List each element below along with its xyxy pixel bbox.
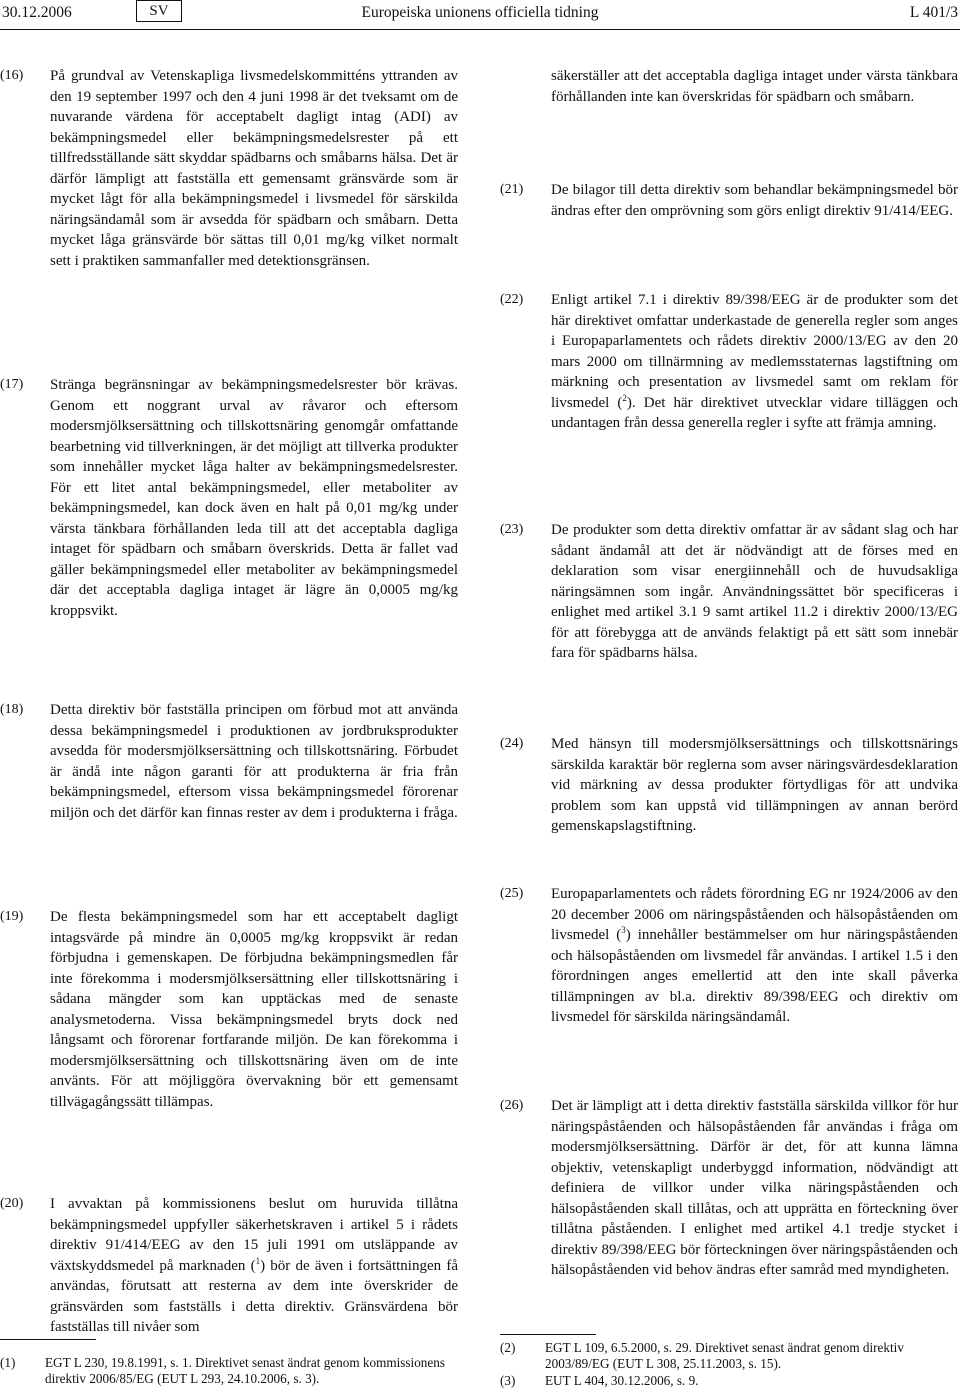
recital-text: Det är lämpligt att i detta direktiv fastställa särskilda villkor för hur näringspåståenden och hälsopåståenden får användas i fråga om modersmjölksersättning. Därför är det, för att kunna lämna objektiv, vetenskapligt underbyggd information, nödvändigt att definiera de villkor under vilka näringspåståenden och hälsopåståenden skall tillåtas, och att upprätta en förteckning över tillåtna påståenden. I enlighet med artikel 4.1 tredje stycket i direktiv 89/398/EEG bör förteckningen över näringspåståenden och hälsopåståenden vid behov ändras efter samråd med myndigheten.: [551, 1098, 958, 1278]
footnote-number: (2): [500, 1340, 516, 1355]
recital-number: (20): [0, 1196, 24, 1211]
recital-number: (19): [0, 909, 24, 924]
footnote-rule: [500, 1334, 596, 1335]
recital-text: På grundval av Vetenskapliga livsmedelskommitténs yttranden av den 19 september 1997 och den 4 juni 1998 är det tveksamt om de nuvarande värdena för acceptabelt dagligt intag (ADI) av bekämpningsmedel eller bekämpningsmedelsrester på ett tillfredsställande sätt skyddar spädbarns och småbarns hälsa. Det är därför lämpligt att fastställa ett gemensamt gränsvärde som är mycket lågt för alla bekämpningsmedel i livsmedel för särskilda näringsändamål som är avsedda för spädbarn och småbarn. Detta mycket låga gränsvärde bör sättas till 0,01 mg/kg vilket normalt sett i praktiken sammanfaller med detektionsgränsen.: [50, 68, 458, 269]
footnote-number: (3): [500, 1373, 516, 1388]
header-rule: [0, 29, 960, 30]
recital-text-part: ) bör de även i fortsättningen få användas, förutsatt att resterna av dem inte överskrider de gränsvärden som fastställs i detta direktiv. Gränsvärdena bör fastställas till nivåer som: [50, 1257, 458, 1335]
recital-text-part: ) innehåller bestämmelser om hur näringspåståenden och hälsopåståenden om livsmedel får användas. I artikel 1.5 i den förordningen anges emellertid att den inte skall påverka tillämpningen av bl.a. direktiv 89/398/EEG och direktiv om livsmedel för särskilda näringsändamål.: [551, 927, 958, 1025]
recital-number: (24): [500, 736, 524, 751]
footnote-ref: 3: [621, 925, 626, 935]
recital-text-part: I avvaktan på kommissionens beslut om huruvida tillåtna bekämpningsmedel uppfyller säkerhetskraven i artikel 5 i rådets direktiv 91/414/EEG av den 15 juli 1991 om utsläppande av växtskyddsmedel på marknaden (: [50, 1196, 458, 1274]
header-date: 30.12.2006: [2, 4, 72, 21]
journal-title: Europeiska unionens officiella tidning: [361, 4, 599, 21]
recital-number: (22): [500, 292, 524, 307]
recital-text: [551, 884, 958, 1028]
footnote-text: EGT L 230, 19.8.1991, s. 1. Direktivet senast ändrat genom kommissionens direktiv 2006/85/EG (EUT L 293, 24.10.2006, s. 3).: [45, 1355, 445, 1386]
footnote-number: (1): [0, 1355, 16, 1370]
language-code-box: SV: [136, 0, 182, 22]
recital-number: (17): [0, 377, 24, 392]
recital-text-part: ). Det här direktivet utvecklar vidare tilläggen och undantagen från dessa generella regler i syfte att främja amning.: [551, 394, 958, 431]
recital-text: [551, 290, 958, 434]
recital-text: Med hänsyn till modersmjölksersättnings och tillskottsnärings särskilda karaktär bör reglerna som avser näringsvärdesdeklaration vid märkning av dessa produkter förtydligas för att undvika problem som kan uppstå vid tillämpningen av annan berörd gemenskapslagstiftning.: [551, 736, 958, 834]
recital-text-part: Europaparlamentets och rådets förordning EG nr 1924/2006 av den 20 december 2006 om näringspåståenden och hälsopåståenden om livsmedel (: [551, 886, 958, 943]
recital-text: [50, 1194, 458, 1338]
recital-number: (26): [500, 1098, 524, 1113]
recital-number: (18): [0, 702, 24, 717]
recital-text: De flesta bekämpningsmedel som har ett acceptabelt dagligt intagsvärde på mindre än 0,0005 mg/kg kroppsvikt är redan förbjudna i gemenskapen. De förbjudna bekämpningsmedlen får inte förekomma i modersmjölksersättning eller tillskottsnäring i sådana mängder som kan upptäckas med de senaste analysmetoderna. Vissa bekämpningsmedel bryts dock ned långsamt och förorenar fortfarande miljön. De kan förekomma i modersmjölksersättning och tillskottsnäring även om de inte använts. För att möjliggöra övervakning bör ett gemensamt tillvägagångssätt tillämpas.: [50, 909, 458, 1110]
recital-text-part: Enligt artikel 7.1 i direktiv 89/398/EEG är de produkter som det här direktivet omfattar underkastade de generella regler som anges i Europaparlamentets och rådets direktiv 2000/13/EG av den 20 mars 2000 om tillnärmning av medlemsstaternas lagstiftning om märkning och presentation av livsmedel samt om reklam för livsmedel (: [551, 292, 958, 411]
recital-number: (23): [500, 522, 524, 537]
recital-number: (16): [0, 68, 24, 83]
footnote-rule: [0, 1339, 96, 1340]
footnote-text: EUT L 404, 30.12.2006, s. 9.: [545, 1373, 699, 1388]
footnote-ref: 1: [255, 1255, 261, 1266]
recital-20-continuation: säkerställer att det acceptabla dagliga intaget under värsta tänkbara förhållanden inte kan överskridas för spädbarn och småbarn.: [551, 68, 958, 105]
page-header: [0, 0, 960, 26]
recital-text: De produkter som detta direktiv omfattar är av sådant slag och har sådant ändamål att det är nödvändigt att de förses med en deklaration som visar energiinnehåll och de huvudsakliga näringsämnen som ingår. Användningssättet bör specificeras i enlighet med artikel 3.1 9 samt artikel 11.2 i direktiv 2000/13/EG för att förebygga att de används felaktigt på ett sätt som innebär fara för spädbarns hälsa.: [551, 522, 958, 661]
page-reference: L 401/3: [909, 4, 958, 21]
footnote-ref: 2: [622, 392, 627, 403]
recital-number: (25): [500, 886, 524, 901]
recital-text: De bilagor till detta direktiv som behandlar bekämpningsmedel bör ändras efter den omprövning som görs enligt direktiv 91/414/EEG.: [551, 182, 958, 219]
recital-text: Detta direktiv bör fastställa principen om förbud mot att använda dessa bekämpningsmedel i produktionen av jordbruksprodukter avsedda för modersmjölksersättning och tillskottsnäring. Förbudet är ändå inte någon garanti för att produkterna är fria från bekämpningsmedel, eftersom vissa bekämpningsmedel förorenar miljön och det därför kan finnas rester av dem i produkterna i fråga.: [50, 702, 458, 821]
recital-text: Stränga begränsningar av bekämpningsmedelsrester bör krävas. Genom ett noggrant urval av råvaror och eftersom modersmjölksersättning och tillskottsnäring genomgår omfattande bearbetning vid tillverkningen, är det möjligt att tillverka produkter som innehåller mycket låga halter av bekämpningsmedelsrester. För ett litet antal bekämpningsmedel, eller metaboliter av bekämpningsmedel, kan dock även en halt på 0,01 mg/kg under värsta tänkbara förhållanden leda till att det acceptabla dagliga intaget för spädbarn och småbarn överskrids. Detta är fallet vad gäller bekämpningsmedel eller metaboliter av bekämpningsmedel där det acceptabla dagliga intaget är lägre än 0,0005 mg/kg kroppsvikt.: [50, 377, 458, 619]
recital-number: (21): [500, 182, 524, 197]
footnote-text: EGT L 109, 6.5.2000, s. 29. Direktivet senast ändrat genom direktiv 2003/89/EG (EUT L 308, 25.11.2003, s. 15).: [545, 1340, 904, 1371]
